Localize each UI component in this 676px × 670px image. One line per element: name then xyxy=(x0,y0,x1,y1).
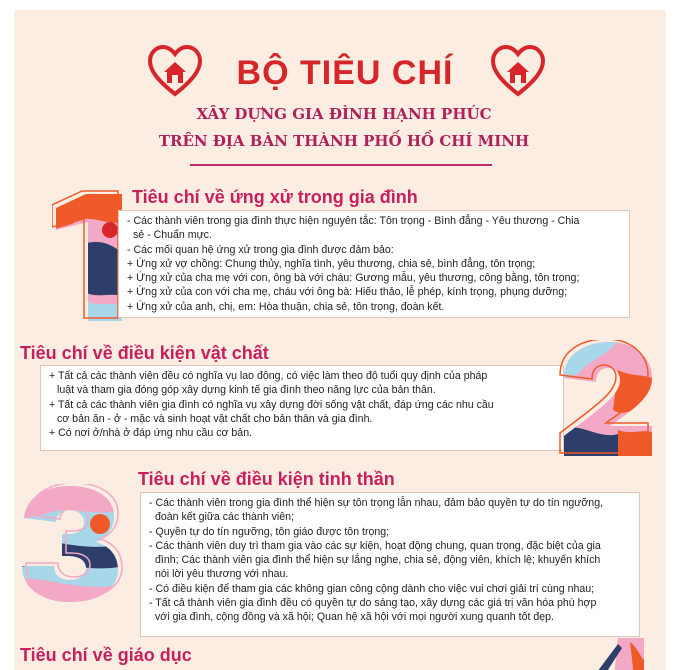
section-1-line: + Ứng xử vợ chồng: Chung thủy, nghĩa tình, yêu thương, chia sẻ, bình đẳng, tôn trọng; xyxy=(127,257,536,270)
heart-house-icon xyxy=(147,44,203,100)
section-2-line: + Có nơi ở/nhà ở đáp ứng nhu cầu cơ bản. xyxy=(49,427,253,440)
number-4-graphic xyxy=(574,636,654,670)
section-1-line: + Ứng xử của anh, chị, em: Hòa thuận, chia sẻ, tôn trọng, đoàn kết. xyxy=(127,300,445,313)
section-3-line: - Có điều kiện để tham gia các không gian công cộng dành cho việc vui chơi giải trí cùng nhau; xyxy=(149,582,595,595)
section-1-line: - Các thành viên trong gia đình thực hiện nguyên tắc: Tôn trọng - Bình đẳng - Yêu thương - Chia xyxy=(127,215,580,227)
section-3-line: đình; Các thành viên gia đình thể hiện sự lắng nghe, chia sẻ, động viên, khích lệ; khuyến khích xyxy=(155,554,601,567)
section-1-line: - Các mối quan hệ ứng xử trong gia đình được đảm bảo: xyxy=(127,243,394,256)
number-2-graphic xyxy=(558,340,658,460)
poster xyxy=(14,10,666,670)
section-1-line: sẻ - Chuẩn mực. xyxy=(133,229,212,242)
section-3-line: đoàn kết giữa các thành viên; xyxy=(155,511,295,524)
section-2-title: Tiêu chí về điều kiện vật chất xyxy=(20,343,269,363)
section-2-content xyxy=(40,365,564,451)
section-3-line: - Quyền tự do tín ngưỡng, tôn giáo được tôn trọng; xyxy=(149,525,390,538)
page-title: BỘ TIÊU CHÍ xyxy=(236,54,454,92)
section-1-title: Tiêu chí về ứng xử trong gia đình xyxy=(132,187,418,207)
section-2-line: luật và tham gia đóng góp xây dựng kinh tế gia đình theo năng lực của bản thân. xyxy=(57,384,436,397)
section-2-line: + Tất cả các thành viên đều có nghĩa vụ lao động, có việc làm theo độ tuổi quy định của pháp xyxy=(49,370,488,382)
section-2-line: cơ bản ăn - ở - mặc và sinh hoạt vật chất cho bản thân và gia đình. xyxy=(57,412,373,425)
section-1-content xyxy=(118,210,630,318)
section-3-title: Tiêu chí về điều kiện tinh thần xyxy=(138,469,395,489)
section-2-line: + Tất cả các thành viên gia đình có nghĩa vụ xây dựng đời sống vật chất, đáp ứng các nhu cầu xyxy=(49,398,494,411)
heart-house-icon xyxy=(490,44,546,100)
section-1-line: + Ứng xử của con với cha mẹ, cháu với ông bà: Hiếu thảo, lễ phép, kính trọng, phụng dưỡng; xyxy=(127,286,568,299)
section-4-title: Tiêu chí về giáo dục xyxy=(20,645,192,665)
section-3-line: - Tất cả thành viên gia đình đều có quyền tự do sáng tạo, xây dựng các giá trị văn hóa phù hợp xyxy=(149,597,597,610)
title-divider xyxy=(190,164,492,166)
subtitle-line-2: TRÊN ĐỊA BÀN THÀNH PHỐ HỒ CHÍ MINH xyxy=(158,132,530,150)
section-3-content xyxy=(140,492,640,637)
section-3-line: - Các thành viên duy trì tham gia vào các sự kiện, hoạt động chung, quan trọng, đặc biệt của gia xyxy=(149,539,601,552)
section-3-line: - Các thành viên trong gia đình thể hiện sự tôn trọng lẫn nhau, đảm bảo quyền tự do tín ngưỡng, xyxy=(149,497,604,509)
section-3-line: nói lời yêu thương với nhau. xyxy=(155,568,289,581)
section-1-line: + Ứng xử của cha mẹ với con, ông bà với cháu: Gương mẫu, yêu thương, công bằng, tôn trọng; xyxy=(127,272,580,285)
section-3-line: với gia đình, cộng đồng và xã hội; Quan hệ xã hội với mọi người xung quanh tốt đẹp. xyxy=(155,611,554,624)
number-3-graphic xyxy=(16,484,124,604)
subtitle-line-1: XÂY DỰNG GIA ĐÌNH HẠNH PHÚC xyxy=(196,105,492,123)
